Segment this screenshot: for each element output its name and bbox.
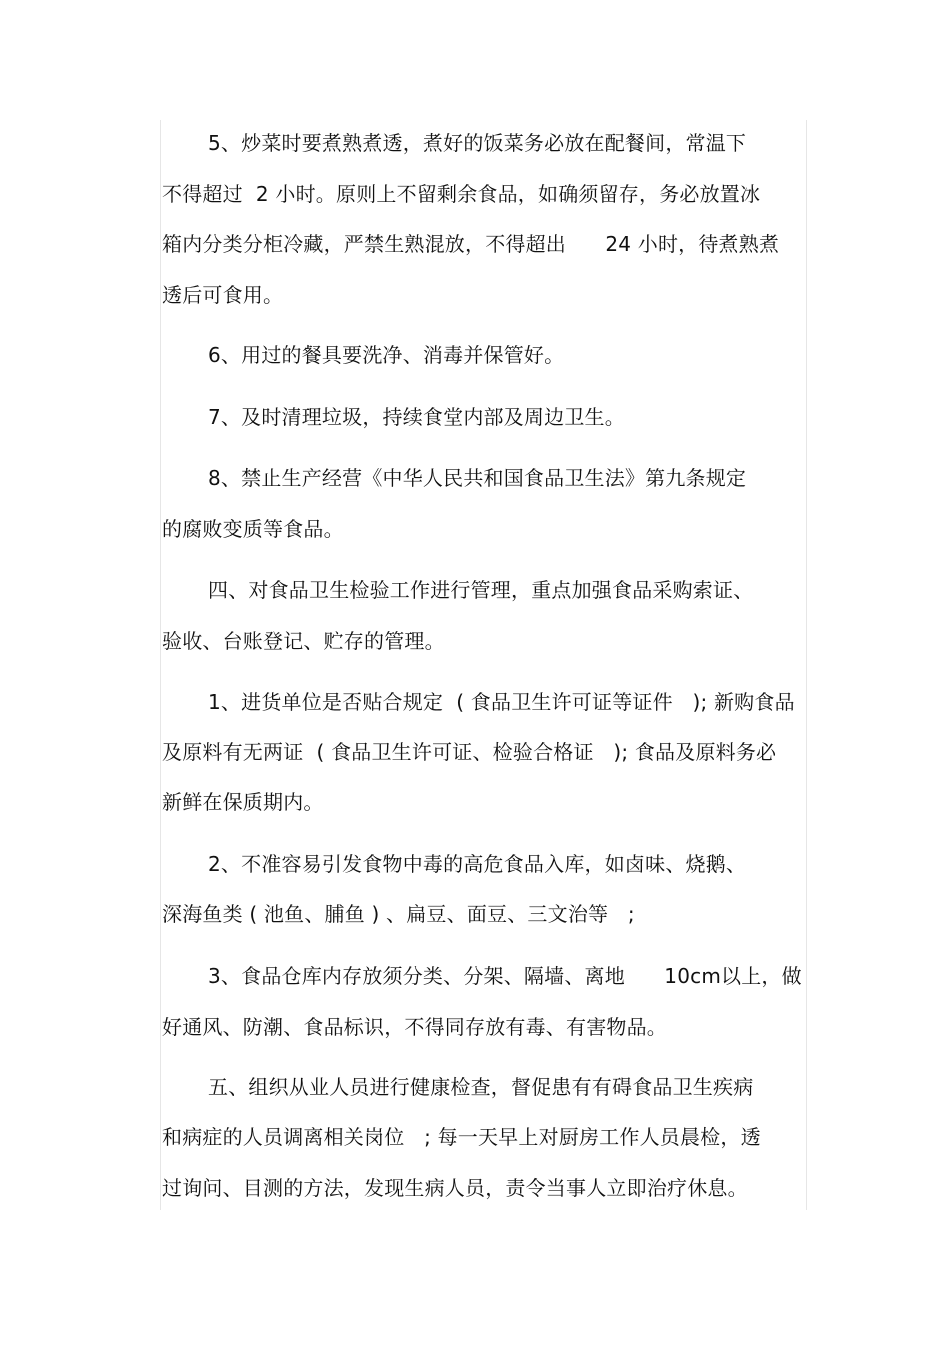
section-4-line-1: 四、对食品卫生检验工作进行管理，重点加强食品采购索证、 <box>208 578 754 602</box>
item-3-line-1: 3、食品仓库内存放须分类、分架、隔墙、离地 10cm以上，做 <box>208 964 802 988</box>
section-5-line-1: 五、组织从业人员进行健康检查，督促患有有碍食品卫生疾病 <box>208 1075 754 1099</box>
paragraph-5-line-2: 不得超过 2 小时。原则上不留剩余食品，如确须留存，务必放置冰 <box>162 182 761 206</box>
paragraph-5-line-3: 箱内分类分柜冷藏，严禁生熟混放，不得超出 24 小时，待煮熟煮 <box>162 232 780 256</box>
item-1-line-2: 及原料有无两证 ( 食品卫生许可证、检验合格证 ); 食品及原料务必 <box>162 740 777 764</box>
section-4-line-2: 验收、台账登记、贮存的管理。 <box>162 629 445 653</box>
section-5-line-3: 过询问、目测的方法，发现生病人员，责令当事人立即治疗休息。 <box>162 1176 748 1200</box>
left-margin-line <box>160 120 161 1210</box>
paragraph-5-line-1: 5、炒菜时要煮熟煮透，煮好的饭菜务必放在配餐间，常温下 <box>208 131 747 155</box>
paragraph-8-line-1: 8、禁止生产经营《中华人民共和国食品卫生法》第九条规定 <box>208 466 747 490</box>
paragraph-5-line-4: 透后可食用。 <box>162 283 284 307</box>
section-5-line-2: 和病症的人员调离相关岗位 ; 每一天早上对厨房工作人员晨检，透 <box>162 1125 761 1149</box>
item-1-line-1: 1、进货单位是否贴合规定 ( 食品卫生许可证等证件 ); 新购食品 <box>208 690 795 714</box>
paragraph-8-line-2: 的腐败变质等食品。 <box>162 517 344 541</box>
right-margin-line <box>806 120 807 1210</box>
paragraph-7: 7、及时清理垃圾，持续食堂内部及周边卫生。 <box>208 405 625 429</box>
item-3-line-2: 好通风、防潮、食品标识，不得同存放有毒、有害物品。 <box>162 1015 667 1039</box>
item-1-line-3: 新鲜在保质期内。 <box>162 790 324 814</box>
item-2-line-1: 2、不准容易引发食物中毒的高危食品入库，如卤味、烧鹅、 <box>208 852 747 876</box>
paragraph-6: 6、用过的餐具要洗净、消毒并保管好。 <box>208 343 565 367</box>
item-2-line-2: 深海鱼类 ( 池鱼、脯鱼 ) 、扁豆、面豆、三文治等 ; <box>162 902 635 926</box>
